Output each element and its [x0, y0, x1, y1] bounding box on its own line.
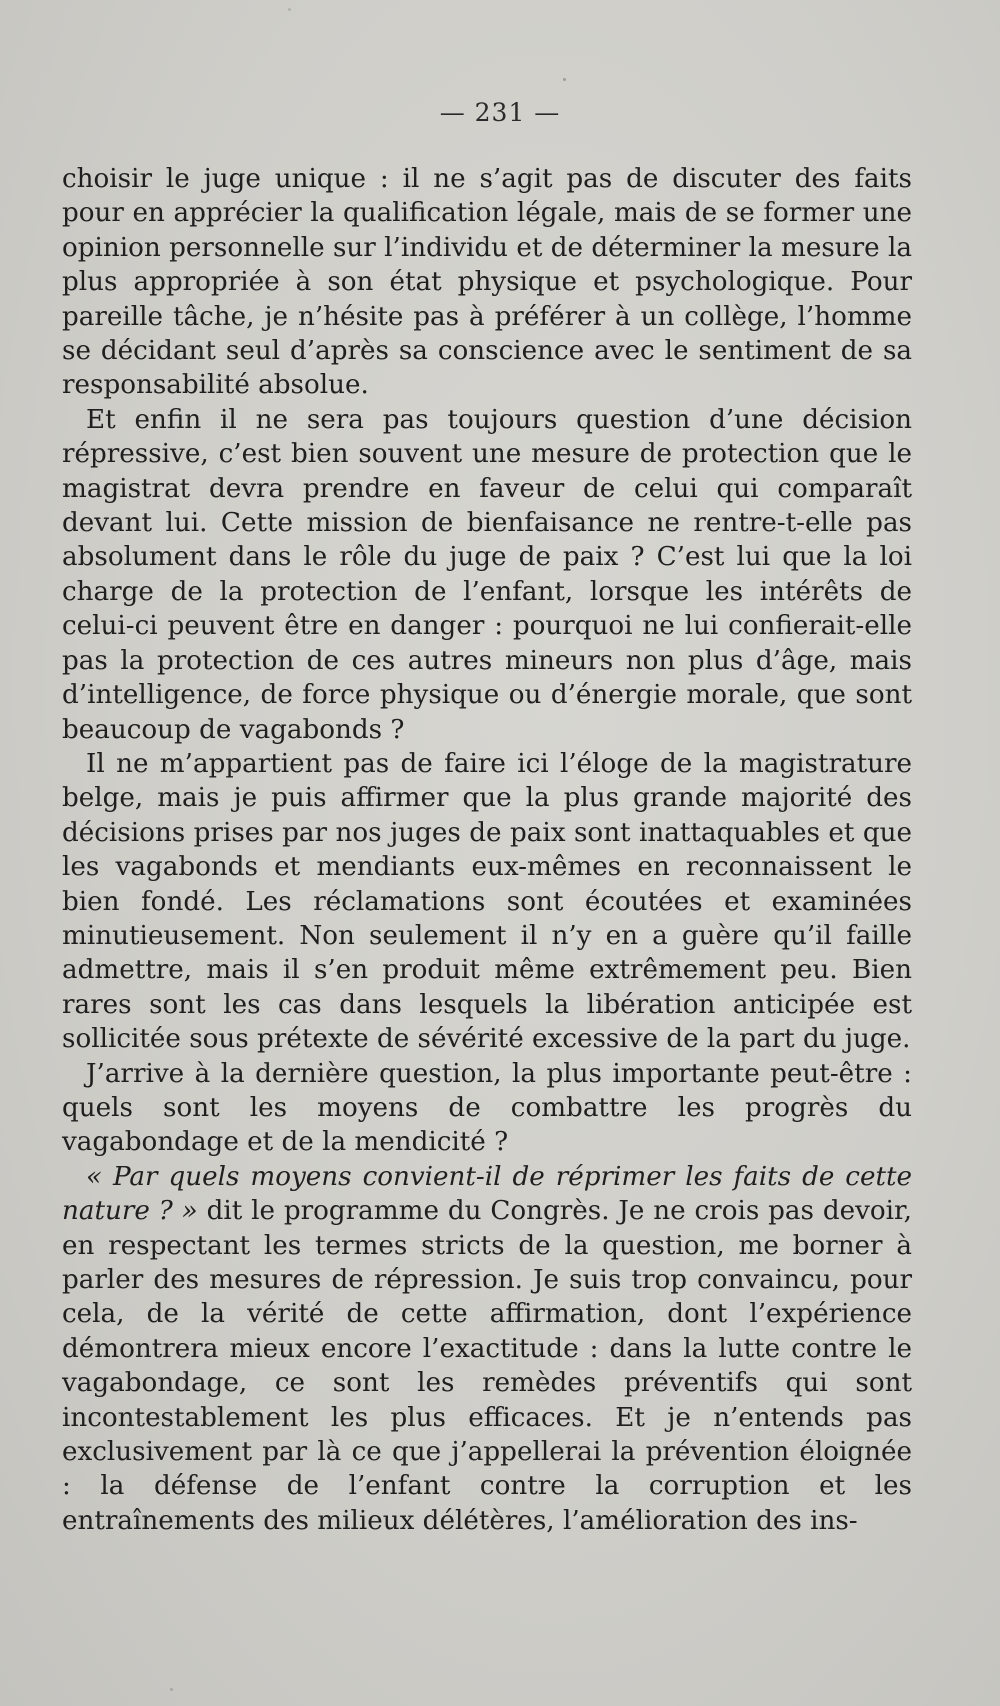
paragraph-1: choisir le juge unique : il ne s’agit pas de discuter des faits pour en apprécier la qualification légale, mais de se former une opinion personnelle sur l’individu et de déterminer la mesure la plus appropriée à son état physique et psychologique. Pour pareille tâche, je n’hésite pas à préférer à un collège, l’homme se décidant seul d’après sa conscience avec le sentiment de sa responsabilité absolue. — [62, 164, 912, 401]
page-number: — 231 — — [439, 98, 561, 127]
paragraph-2: Et enfin il ne sera pas toujours question d’une décision répressive, c’est bien souvent une mesure de protection que le magistrat devra prendre en faveur de celui qui comparaît devant lui. Cette mission de bienfaisance ne rentre-t-elle pas absolument dans le rôle du juge de paix ? C’est lui que la loi charge de la protection de l’enfant, lorsque les intérêts de celui-ci peuvent être en danger : pourquoi ne lui confierait-elle pas la protection de ces autres mineurs non plus d’âge, mais d’intelligence, de force physique ou d’énergie morale, que sont beaucoup de vagabonds ? — [62, 404, 912, 745]
paper-speck — [288, 8, 291, 11]
paper-speck — [170, 1688, 173, 1691]
paper-speck — [563, 78, 566, 81]
paragraph-4: J’arrive à la dernière question, la plus importante peut-être : quels sont les moyens de combattre les progrès du vagabondage et de la mendicité ? — [62, 1058, 912, 1158]
quoted-question: « Par quels moyens convient-il de réprimer les faits de cette nature ? » — [62, 1161, 912, 1227]
body-text — [62, 162, 912, 1538]
paragraph-5-text: dit le programme du Congrès. Je ne crois pas devoir, en respectant les termes stricts de la question, me borner à parler des mesures de répression. Je suis trop convaincu, pour cela, de la vérité de cette affirmation, dont l’expérience démontrera mieux encore l’exactitude : dans la lutte contre le vagabondage, ce sont les remèdes préventifs qui sont incontestablement les plus efficaces. Et je n’entends pas exclusivement par là ce que j’appellerai la prévention éloignée : la défense de l’enfant contre la corruption et les entraînements des milieux délétères, l’amélioration des ins- — [62, 1196, 912, 1536]
paragraph-3: Il ne m’appartient pas de faire ici l’éloge de la magistrature belge, mais je puis affirmer que la plus grande majorité des décisions prises par nos juges de paix sont inattaquables et que les vagabonds et mendiants eux-mêmes en reconnaissent le bien fondé. Les réclamations sont écoutées et examinées minutieusement. Non seulement il n’y en a guère qu’il faille admettre, mais il s’en produit même extrêmement peu. Bien rares sont les cas dans lesquels la libération anticipée est sollicitée sous prétexte de sévérité excessive de la part du juge. — [62, 748, 912, 1055]
paragraph-5 — [62, 1160, 912, 1538]
